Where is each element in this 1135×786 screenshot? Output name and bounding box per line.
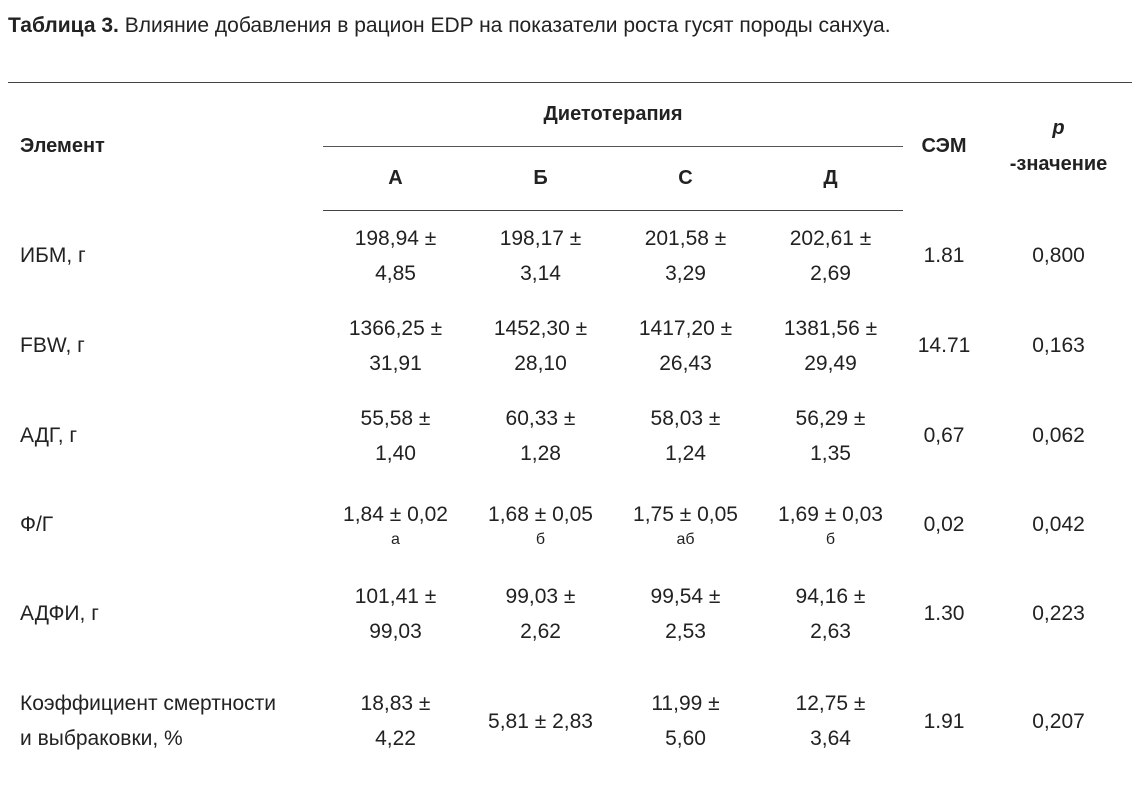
- header-sem: СЭМ: [921, 134, 967, 157]
- caption-label: Таблица 3.: [8, 14, 119, 37]
- cell-value: 1452,30 ± 28,10: [493, 316, 588, 375]
- cell-value: 58,03 ± 1,24: [650, 406, 721, 465]
- cell-sem: 1.30: [923, 602, 965, 625]
- cell-sem: 14.71: [917, 334, 971, 357]
- cell-value: 1,84 ± 0,02: [343, 502, 448, 526]
- cell-p: 0,042: [1032, 513, 1085, 536]
- header-diet-group: Диетотерапия: [323, 82, 903, 147]
- row-name: АДГ, г: [20, 424, 78, 447]
- cell-value: 198,17 ± 3,14: [499, 226, 582, 285]
- table-row: [8, 481, 1132, 569]
- cell-value: 11,99 ± 5,60: [651, 692, 720, 750]
- cell-value-with-superscript: [323, 481, 468, 569]
- data-table: [8, 82, 1132, 784]
- cell-value: 12,75 ± 3,64: [795, 692, 866, 750]
- cell-p: 0,163: [1032, 334, 1085, 357]
- significance-letter: а: [391, 530, 400, 548]
- header-p-value: [985, 82, 1132, 211]
- cell-value: 1417,20 ± 26,43: [638, 316, 733, 375]
- cell-value-with-superscript: [468, 481, 613, 569]
- cell-value: 1,68 ± 0,05: [488, 502, 593, 526]
- cell-value: 55,58 ± 1,40: [360, 406, 431, 465]
- significance-letter: аб: [676, 530, 695, 548]
- table-row: [8, 569, 1132, 659]
- table-row: [8, 211, 1132, 301]
- cell-value: 94,16 ± 2,63: [795, 584, 866, 643]
- header-diet-a: А: [323, 147, 468, 211]
- cell-value: 99,54 ± 2,53: [650, 584, 721, 643]
- table-row: [8, 659, 1132, 784]
- header-element: Элемент: [20, 134, 105, 157]
- cell-value: 1381,56 ± 29,49: [783, 316, 878, 375]
- header-diet-c: С: [613, 147, 758, 211]
- row-name: Коэффициент смертности и выбраковки, %: [20, 692, 276, 750]
- significance-letter: б: [825, 530, 836, 548]
- header-p-suffix: -значение: [1009, 153, 1108, 176]
- cell-value: 5,81 ± 2,83: [488, 709, 593, 733]
- cell-sem: 0,67: [923, 424, 965, 447]
- table-caption: [8, 12, 891, 40]
- cell-value: 202,61 ± 2,69: [789, 226, 872, 285]
- significance-letter: б: [535, 530, 546, 548]
- row-name: ИБМ, г: [20, 244, 86, 267]
- cell-value-with-superscript: [613, 481, 758, 569]
- cell-value: 60,33 ± 1,28: [505, 406, 576, 465]
- cell-value: 101,41 ± 99,03: [354, 584, 437, 643]
- cell-value: 18,83 ± 4,22: [360, 692, 431, 750]
- row-name: АДФИ, г: [20, 602, 99, 625]
- cell-value: 1,75 ± 0,05: [633, 502, 738, 526]
- header-diet-d: Д: [758, 147, 903, 211]
- cell-sem: 1.81: [923, 244, 965, 267]
- cell-value: 56,29 ± 1,35: [795, 406, 866, 465]
- cell-value: 1366,25 ± 31,91: [348, 316, 443, 375]
- header-diet-b: Б: [468, 147, 613, 211]
- row-name: Ф/Г: [20, 513, 54, 536]
- cell-sem: 0,02: [923, 513, 965, 536]
- cell-value: 201,58 ± 3,29: [644, 226, 727, 285]
- caption-text: Влияние добавления в рацион EDP на показатели роста гусят породы санхуа.: [118, 14, 891, 37]
- row-name: FBW, г: [20, 334, 85, 357]
- cell-sem: 1.91: [923, 709, 965, 733]
- cell-p: 0,062: [1032, 424, 1085, 447]
- cell-p: 0,207: [1032, 709, 1085, 733]
- cell-p: 0,800: [1032, 244, 1085, 267]
- cell-value: 99,03 ± 2,62: [505, 584, 576, 643]
- cell-p: 0,223: [1032, 602, 1085, 625]
- cell-value-with-superscript: [758, 481, 903, 569]
- cell-value: 198,94 ± 4,85: [354, 226, 437, 285]
- cell-value: 1,69 ± 0,03: [778, 502, 883, 526]
- table-row: [8, 301, 1132, 391]
- table-row: [8, 391, 1132, 481]
- header-p-italic: p: [1052, 117, 1065, 140]
